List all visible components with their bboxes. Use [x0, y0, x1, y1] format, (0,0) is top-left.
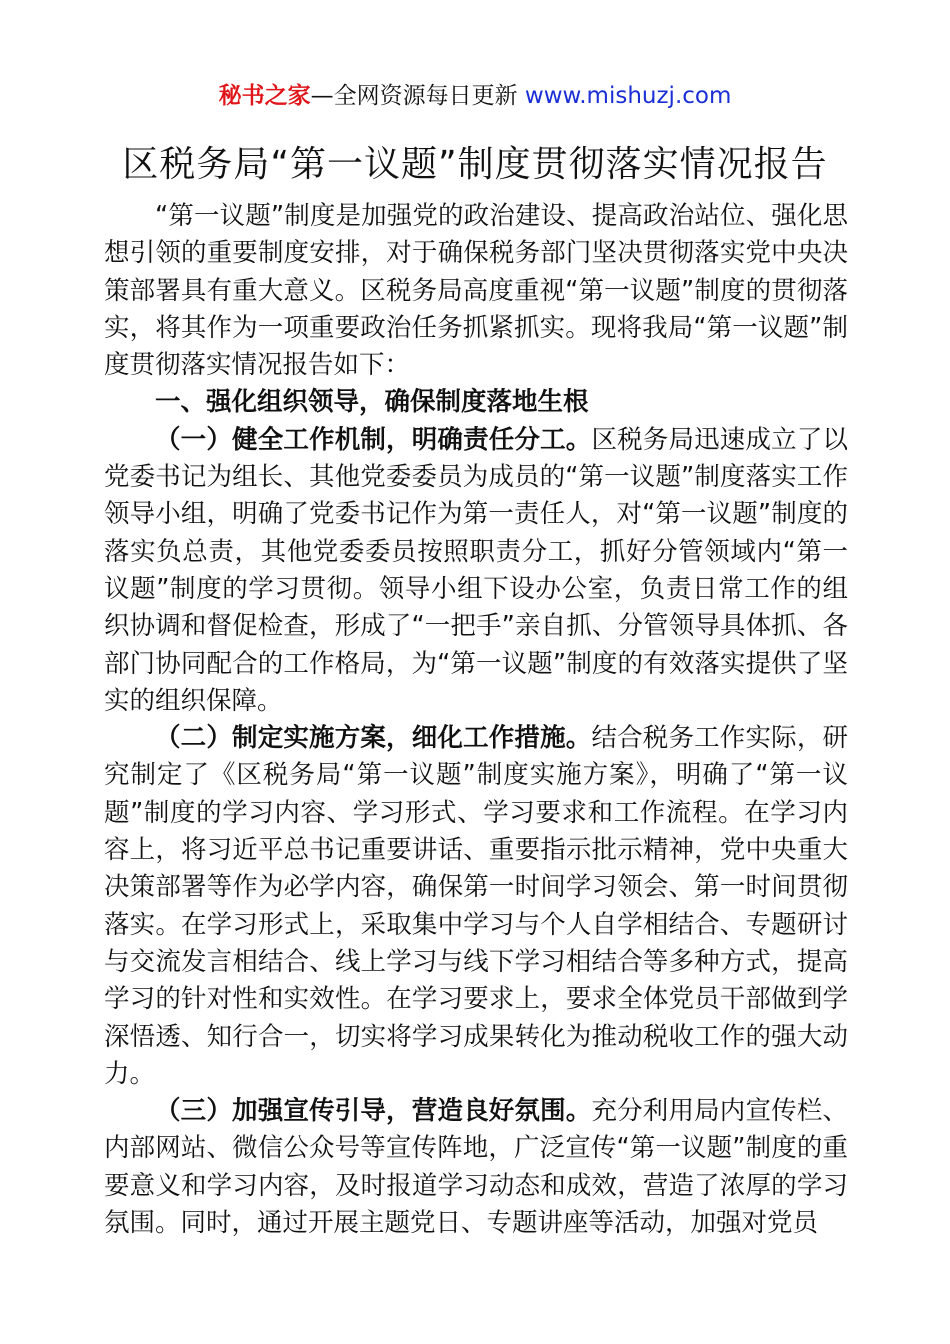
document-body	[104, 198, 848, 1242]
site-url-link[interactable]: www.mishuzj.com	[524, 83, 732, 109]
item-heading-1: （一）健全工作机制，明确责任分工。	[155, 424, 592, 455]
intro-paragraph: “第一议题”制度是加强党的政治建设、提高政治站位、强化思想引领的重要制度安排，对于确保税务部门坚决贯彻落实党中央决策部署具有重大意义。区税务局高度重视“第一议题”制度的贯彻落实，将其作为一项重要政治任务抓紧抓实。现将我局“第一议题”制度贯彻落实情况报告如下：	[104, 201, 848, 381]
site-brand: 秘书之家	[218, 83, 311, 109]
document-title: 区税务局“第一议题”制度贯彻落实情况报告	[122, 144, 828, 185]
site-tagline: —全网资源每日更新	[310, 83, 525, 109]
item-paragraph-2	[104, 720, 848, 1093]
item-paragraph-1	[104, 422, 848, 720]
item-paragraph-3	[104, 1093, 848, 1242]
item-text-1: 区税务局迅速成立了以党委书记为组长、其他党委委员为成员的“第一议题”制度落实工作领导小组，明确了党委书记作为第一责任人，对“第一议题”制度的落实负总责，其他党委委员按照职责分工，抓好分管领域内“第一议题”制度的学习贯彻。领导小组下设办公室，负责日常工作的组织协调和督促检查，形成了“一把手”亲自抓、分管领导具体抓、各部门协同配合的工作格局，为“第一议题”制度的有效落实提供了坚实的组织保障。	[104, 424, 848, 716]
item-heading-3: （三）加强宣传引导，营造良好氛围。	[155, 1096, 592, 1127]
item-heading-2: （二）制定实施方案，细化工作措施。	[155, 723, 592, 754]
site-header	[0, 80, 950, 112]
section-heading: 一、强化组织领导，确保制度落地生根	[155, 387, 589, 418]
item-text-2: 结合税务工作实际，研究制定了《区税务局“第一议题”制度实施方案》，明确了“第一议题”制度的学习内容、学习形式、学习要求和工作流程。在学习内容上，将习近平总书记重要讲话、重要指示批示精神，党中央重大决策部署等作为必学内容，确保第一时间学习领会、第一时间贯彻落实。在学习形式上，采取集中学习与个人自学相结合、专题研讨与交流发言相结合、线上学习与线下学习相结合等多种方式，提高学习的针对性和实效性。在学习要求上，要求全体党员干部做到学深悟透、知行合一，切实将学习成果转化为推动税收工作的强大动力。	[104, 723, 848, 1089]
item-text-3: 充分利用局内宣传栏、内部网站、微信公众号等宣传阵地，广泛宣传“第一议题”制度的重要意义和学习内容，及时报道学习动态和成效，营造了浓厚的学习氛围。同时，通过开展主题党日、专题讲座等活动，加强对党员	[104, 1096, 848, 1239]
